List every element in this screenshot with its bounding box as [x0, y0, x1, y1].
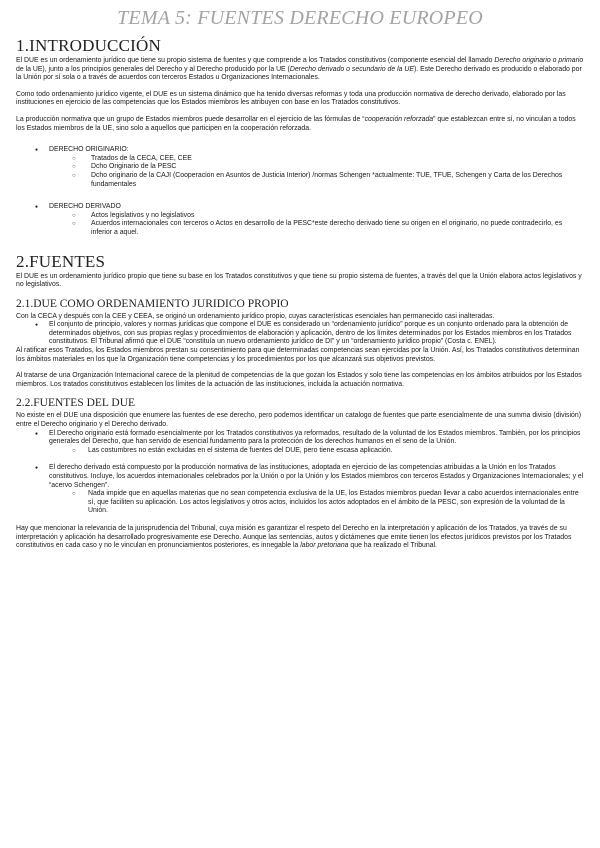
list-item: ○ Acuerdos internacionales con terceros o Actos en desarrollo de la PESC*este derecho derivado tiene su origen en el originario, no puede contradecirlo, es inferior a aquel. — [16, 220, 584, 237]
s21-paragraph-1: Con la CECA y después con la CEE y CEEA, se originó un ordenamiento jurídico propio, cuyas características esenciales han permanecido casi inalteradas. — [16, 312, 495, 320]
derecho-originario-list — [16, 146, 584, 189]
list-item: ● El conjunto de principio, valores y normas jurídicas que compone el DUE es considerado un “ordenamiento jurídico” porque es un conjunto ordenado para la obtención de determinados objetivos, con sus propias reglas y procedimientos de elaboración y aplicación, dentro de los límites determinados por los Estados miembros en los Tratados constitutivos. El Tribunal afirmó que el DUE “constituía un nuevo ordenamiento jurídico de DI” y un “ordenamiento jurídico propio” (Costa c. ENEL). — [16, 321, 584, 347]
s21-paragraph-2: Al ratificar esos Tratados, los Estados miembros prestan su consentimiento para que determinadas competencias sean ejercidas por la Unión. Así, los Tratados constitutivos determinan los ámbitos materiales en los que la Organización tiene competencias y los procedimientos por los que alcanzará sus objetivos previstos. — [16, 347, 580, 363]
list-item: ○ Dcho Originario de la PESC — [16, 163, 584, 172]
list-item: ○ Dcho originario de la CAJI (Cooperacion en Asuntos de Justicia Interior) /normas Schengen *actualmente: TUE, TFUE, Schengen y Carta de los Derechos fundamentales — [16, 172, 584, 189]
s21-list — [16, 321, 584, 347]
s22-paragraph-1: No existe en el DUE una disposición que enumere las fuentes de ese derecho, pero podemos identificar un catalogo de fuentes que parte esencialmente de una summa divisio (división) entre el Derecho originario y el Derecho derivado. — [16, 412, 581, 429]
page-title: TEMA 5: FUENTES DERECHO EUROPEO — [117, 7, 483, 29]
s21-paragraph-3: Al tratarse de una Organización Internacional carece de la plenitud de competencias de la que gozan los Estados y solo tiene las competencias en los ámbitos atribuidos por los Estados miembros. Los tratados constitutivos establecen los límites de la actuación de las instituciones, incluida la actuación normativa. — [16, 372, 582, 388]
derecho-originario-label: ● DERECHO ORIGINARIO: — [16, 146, 584, 155]
intro-paragraph-2: Como todo ordenamiento jurídico vigente, el DUE es un sistema dinámico que ha tenido diversas reformas y toda una producción normativa de derecho derivado, elaborado por las instituciones en ejercicio de las competencias que los Estados miembros les atribuyen con base en los Tratados constitutivos. — [16, 90, 566, 107]
list-item: ○ Nada impide que en aquellas materias que no sean competencia exclusiva de la UE, los Estados miembros puedan llevar a cabo acuerdos internacionales entre sí, que faciliten su aplicación. Los actos legislativos y otros actos, incluidos los actos adoptados en el ámbito de la PESC, son expresión de la voluntad de la Unión. — [16, 490, 584, 516]
s22-list-1 — [16, 430, 584, 456]
list-item: ○ Actos legislativos y no legislativos — [16, 212, 584, 221]
derecho-derivado-list — [16, 203, 584, 237]
fuentes-paragraph-1: El DUE es un ordenamiento jurídico propio que tiene su base en los Tratados constitutivos y que tiene su propio sistema de fuentes, a través del que la Unión elabora actos legislativos y no legislativos. — [16, 272, 582, 289]
subsection-heading-2-1: 2.1.DUE COMO ORDENAMIENTO JURIDICO PROPIO — [16, 297, 289, 310]
s22-list-2 — [16, 464, 584, 516]
list-item: ● El Derecho originario está formado esencialmente por los Tratados constitutivos ya reformados, resultado de la voluntad de los Estados miembros. También, por los principios generales del Derecho, que han servido de esencial fundamento para la protección de los derechos humanos en el seno de la Unión. — [16, 430, 584, 447]
intro-paragraph-3: La producción normativa que un grupo de Estados miembros puede desarrollar en el ejercicio de las fórmulas de “cooperación reforzada” que establezcan entre sí, no vinculan a todos los Estados miembros de la UE, sino solo a aquellos que participen en la cooperación reforzada. — [16, 115, 576, 132]
intro-paragraph-1: El DUE es un ordenamiento jurídico que tiene su propio sistema de fuentes y que comprende a los Tratados constitutivos (componente esencial del llamado Derecho originario o primario de la UE), junto a los principios generales del Derecho y al Derecho producido por la UE (Derecho derivado o secundario de la UE). Este Derecho derivado es producido o elaborado por la Unión por sí sola o a través de acuerdos con terceros Estados u Organizaciones Internacionales. — [16, 57, 584, 82]
section-heading-fuentes: 2.FUENTES — [16, 251, 106, 271]
list-item: ● El derecho derivado está compuesto por la producción normativa de las instituciones, adoptada en ejercicio de las competencias atribuidas a la Unión en los Tratados constitutivos. Incluye, los acuerdos internacionales celebrados por la Unión o por la Unión y los Estados miembros con terceros Estados y Organizaciones Internacionales; y el “acervo Schengen”. — [16, 464, 584, 490]
list-item: ○ Las costumbres no están excluidas en el sistema de fuentes del DUE, pero tiene escasa aplicación. — [16, 447, 584, 456]
s22-paragraph-last: Hay que mencionar la relevancia de la jurisprudencia del Tribunal, cuya misión es garantizar el respeto del Derecho en la interpretación y aplicación de los Tratados, ya través de su interpretación y aplicación ha desarrollado progresivamente ese Derecho. Aunque las sentencias, autos y dictámenes que emite tienen los efectos jurídicos previstos por los Tratados constitutivos en cada caso y no le vinculan en pronunciamientos posteriores, es innegable la labor pretoriana que ha realizado el Tribunal. — [16, 524, 572, 550]
section-heading-introduccion: 1.INTRODUCCIÓN — [16, 36, 161, 55]
list-item: ○ Tratados de la CECA, CEE, CEE — [16, 155, 584, 164]
subsection-heading-2-2: 2.2.FUENTES DEL DUE — [16, 397, 136, 410]
derecho-derivado-label: ● DERECHO DERIVADO — [16, 203, 584, 212]
